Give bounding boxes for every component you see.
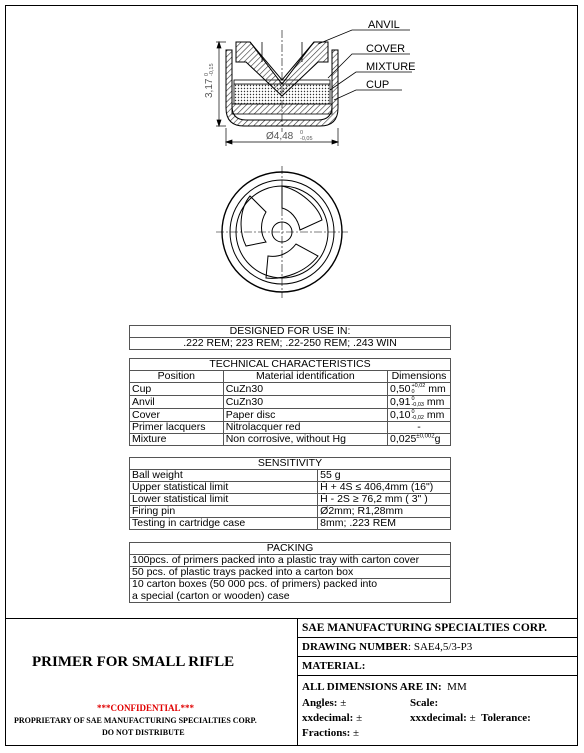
packing-line: 100pcs. of primers packed into a plastic tray with carton cover xyxy=(130,555,451,567)
tech-dim: 0,91 0 -0,03 mm xyxy=(388,396,451,409)
part-title: PRIMER FOR SMALL RIFLE xyxy=(32,654,235,670)
table-row xyxy=(130,482,451,494)
tech-header-material: Material identification xyxy=(223,371,387,383)
sens-value: Ø2mm; R1,28mm xyxy=(318,506,451,518)
dimensions-field: ALL DIMENSIONS ARE IN: MM xyxy=(302,681,467,693)
diameter-dim-value: Ø4,48 xyxy=(266,131,294,142)
label-anvil: ANVIL xyxy=(368,19,400,31)
angles-field: Angles: ± xyxy=(302,697,347,709)
technical-title: TECHNICAL CHARACTERISTICS xyxy=(130,359,451,371)
height-dimension xyxy=(216,42,226,126)
tech-material: CuZn30 xyxy=(223,396,387,409)
tech-header-dimensions: Dimensions xyxy=(388,371,451,383)
table-row xyxy=(130,518,451,530)
sens-label: Upper statistical limit xyxy=(130,482,318,494)
table-row xyxy=(130,555,451,567)
sens-label: Testing in cartridge case xyxy=(130,518,318,530)
sens-value: H̄ + 4S ≤ 406,4mm (16") xyxy=(318,482,451,494)
xxxdecimal-field: xxxdecimal: ± Tolerance: xyxy=(410,712,531,724)
tech-dim: 0,10 0 -0,02 mm xyxy=(388,409,451,422)
table-row xyxy=(130,494,451,506)
sensitivity-title: SENSITIVITY xyxy=(130,458,451,470)
do-not-distribute: DO NOT DISTRIBUTE xyxy=(102,728,185,737)
sens-value: H̄ - 2S ≥ 76,2 mm ( 3" ) xyxy=(318,494,451,506)
table-row xyxy=(130,396,451,409)
designed-table xyxy=(129,325,451,350)
title-block-line xyxy=(297,656,578,657)
xxdecimal-field: xxdecimal: ± xyxy=(302,712,363,724)
packing-table xyxy=(129,542,451,603)
confidential-notice: ***CONFIDENTIAL*** xyxy=(97,703,195,713)
tech-position: Anvil xyxy=(130,396,224,409)
scale-label: Scale: xyxy=(410,697,439,709)
table-row xyxy=(130,506,451,518)
packing-line: 50 pcs. of plastic trays packed into a carton box xyxy=(130,567,451,579)
packing-title: PACKING xyxy=(130,543,451,555)
tech-position: Cup xyxy=(130,383,224,396)
designed-value: .222 REM; 223 REM; .22-250 REM; .243 WIN xyxy=(130,338,451,350)
technical-table xyxy=(129,358,451,446)
table-row xyxy=(130,434,451,446)
sens-label: Firing pin xyxy=(130,506,318,518)
height-dim-value: 3,17 xyxy=(204,78,215,98)
label-mixture: MIXTURE xyxy=(366,61,416,73)
height-dim-lower: -0,15 xyxy=(209,63,215,76)
table-row xyxy=(130,567,451,579)
tech-dim: - xyxy=(388,422,451,434)
tech-dim: $0,025^{\pm 0,002}g$ xyxy=(388,434,451,446)
packing-line: 10 carton boxes (50 000 pcs. of primers) packed into xyxy=(130,579,451,591)
diameter-dim-lower: -0,05 xyxy=(300,136,313,142)
table-row xyxy=(130,591,451,603)
sensitivity-table xyxy=(129,457,451,530)
title-block-border xyxy=(5,618,578,619)
title-block-line xyxy=(297,675,578,676)
packing-line: a special (carton or wooden) case xyxy=(130,591,451,603)
tech-material: CuZn30 xyxy=(223,383,387,396)
fractions-field: Fractions: ± xyxy=(302,727,360,739)
title-block-line xyxy=(297,637,578,638)
tech-material: Paper disc xyxy=(223,409,387,422)
tech-position: Cover xyxy=(130,409,224,422)
tech-material: Nitrolacquer red xyxy=(223,422,387,434)
label-cup: CUP xyxy=(366,79,390,91)
height-dim-upper: 0 xyxy=(204,72,210,76)
table-row xyxy=(130,470,451,482)
table-row xyxy=(130,579,451,591)
diameter-dim-upper: 0 xyxy=(300,130,304,136)
table-row xyxy=(130,383,451,396)
label-cover: COVER xyxy=(366,43,406,55)
table-row xyxy=(130,422,451,434)
proprietary-notice: PROPRIETARY OF SAE MANUFACTURING SPECIALTIES CORP. xyxy=(14,716,257,725)
primer-drawing xyxy=(0,0,584,330)
table-row xyxy=(130,409,451,422)
sens-label: Ball weight xyxy=(130,470,318,482)
primer-top-view xyxy=(216,166,348,298)
designed-title: DESIGNED FOR USE IN: xyxy=(130,326,451,338)
drawing-number-field: DRAWING NUMBER: SAE4,5/3-P3 xyxy=(302,641,473,653)
tech-header-position: Position xyxy=(130,371,224,383)
sens-value: 8mm; .223 REM xyxy=(318,518,451,530)
company-name: SAE MANUFACTURING SPECIALTIES CORP. xyxy=(302,622,547,634)
tech-material: Non corrosive, without Hg xyxy=(223,434,387,446)
tech-position: Primer lacquers xyxy=(130,422,224,434)
material-label: MATERIAL: xyxy=(302,660,366,672)
sens-value: 55 g xyxy=(318,470,451,482)
tech-dim: 0,50 +0,02 0 mm xyxy=(388,383,451,396)
tech-position: Mixture xyxy=(130,434,224,446)
sens-label: Lower statistical limit xyxy=(130,494,318,506)
